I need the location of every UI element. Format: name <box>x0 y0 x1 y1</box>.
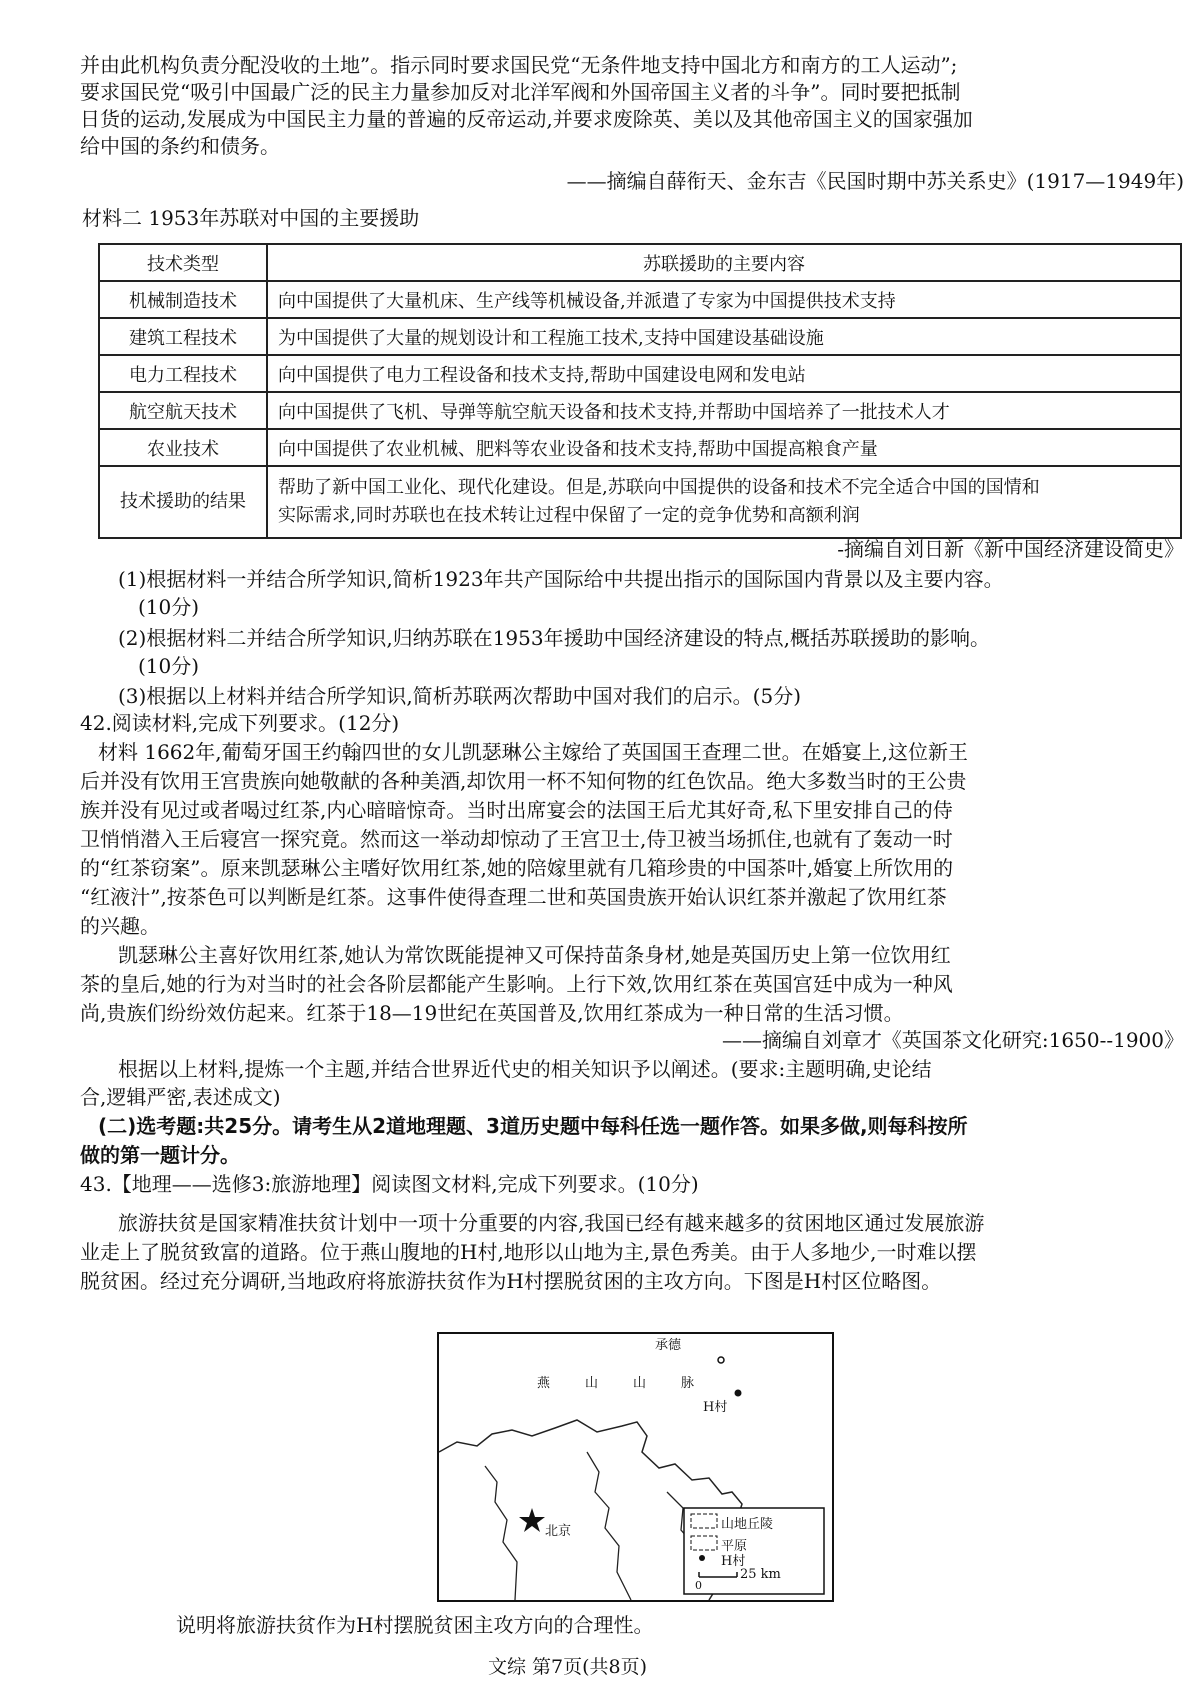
q43-material-line: 旅游扶贫是国家精准扶贫计划中一项十分重要的内容,我国已经有越来越多的贫困地区通过发展旅游 <box>118 1211 985 1235</box>
question-43-title: 43.【地理——选修3:旅游地理】阅读图文材料,完成下列要求。(10分) <box>80 1172 699 1196</box>
table-header-row <box>99 244 1181 281</box>
result-line: 实际需求,同时苏联也在技术转让过程中保留了一定的竞争优势和高额利润 <box>278 505 860 526</box>
aid-table <box>98 243 1182 539</box>
question-42-title: 42.阅读材料,完成下列要求。(12分) <box>80 711 400 735</box>
table-row <box>99 355 1181 392</box>
map-label-beijing: 北京 <box>545 1524 572 1539</box>
map-label-mountain: 脉 <box>681 1376 695 1391</box>
table-cell-type: 技术援助的结果 <box>99 466 267 538</box>
material1-line: 要求国民党“吸引中国最广泛的民主力量参加反对北洋军阀和外国帝国主义者的斗争”。同时要把抵制 <box>80 80 961 104</box>
material2-source: -摘编自刘日新《新中国经济建设简史》 <box>837 537 1184 561</box>
section2-heading: 做的第一题计分。 <box>80 1143 240 1167</box>
q42-material-line: 的兴趣。 <box>80 914 160 938</box>
q42-task-line: 合,逻辑严密,表述成文) <box>80 1085 281 1109</box>
result-line: 帮助了新中国工业化、现代化建设。但是,苏联向中国提供的设备和技术不完全适合中国的国情和 <box>278 477 1040 498</box>
location-map <box>437 1332 834 1602</box>
material1-line: 给中国的条约和债务。 <box>80 134 280 158</box>
map-label-hcun: H村 <box>703 1400 728 1415</box>
page-footer: 文综 第7页(共8页) <box>488 1656 648 1678</box>
question-41-3: (3)根据以上材料并结合所学知识,简析苏联两次帮助中国对我们的启示。(5分) <box>118 684 802 708</box>
q42-material-line: 的“红茶窃案”。原来凯瑟琳公主嗜好饮用红茶,她的陪嫁里就有几箱珍贵的中国茶叶,婚宴上所饮用的 <box>80 856 954 880</box>
q42-material-line: 凯瑟琳公主喜好饮用红茶,她认为常饮既能提神又可保持苗条身材,她是英国历史上第一位饮用红 <box>118 943 951 967</box>
legend-plain: 平原 <box>721 1539 748 1554</box>
q42-material-line: “红液汁”,按茶色可以判断是红茶。这事件使得查理二世和英国贵族开始认识红茶并激起了饮用红茶 <box>80 885 947 909</box>
table-header: 苏联援助的主要内容 <box>267 244 1181 281</box>
q42-material-line: 后并没有饮用王宫贵族向她敬献的各种美酒,却饮用一杯不知何物的红色饮品。绝大多数当时的王公贵 <box>80 769 967 793</box>
table-row <box>99 392 1181 429</box>
table-cell-type: 电力工程技术 <box>99 355 267 392</box>
q42-material-line: 卫悄悄潜入王后寝宫一探究竟。然而这一举动却惊动了王宫卫士,侍卫被当场抓住,也就有了轰动一时 <box>80 827 953 851</box>
table-cell-type: 机械制造技术 <box>99 281 267 318</box>
table-row <box>99 429 1181 466</box>
q42-source: ——摘编自刘章才《英国茶文化研究:1650--1900》 <box>721 1028 1184 1052</box>
table-cell-content: 为中国提供了大量的规划设计和工程施工技术,支持中国建设基础设施 <box>267 318 1181 355</box>
question-score: (10分) <box>138 654 200 678</box>
legend-scale-length: 25 km <box>740 1567 781 1582</box>
material1-line: 日货的运动,发展成为中国民主力量的普遍的反帝运动,并要求废除英、美以及其他帝国主义的国家强加 <box>80 107 973 131</box>
table-row-result <box>99 466 1181 538</box>
q42-material-line: 族并没有见过或者喝过红茶,内心暗暗惊奇。当时出席宴会的法国王后尤其好奇,私下里安排自己的侍 <box>80 798 953 822</box>
table-cell-content: 向中国提供了农业机械、肥料等农业设备和技术支持,帮助中国提高粮食产量 <box>267 429 1181 466</box>
table-cell-type: 航空航天技术 <box>99 392 267 429</box>
table-cell-content <box>267 466 1181 538</box>
map-label-mountain: 燕 <box>537 1376 551 1391</box>
question-score: (10分) <box>138 595 200 619</box>
map-label-chengde: 承德 <box>655 1338 682 1353</box>
question-41-2: (2)根据材料二并结合所学知识,归纳苏联在1953年援助中国经济建设的特点,概括苏联援助的影响。 <box>118 626 990 650</box>
table-cell-type: 农业技术 <box>99 429 267 466</box>
legend-mountain: 山地丘陵 <box>721 1517 774 1532</box>
map-label-mountain: 山 <box>633 1376 647 1391</box>
table-row <box>99 318 1181 355</box>
map-label-mountain: 山 <box>585 1376 599 1391</box>
q43-material-line: 业走上了脱贫致富的道路。位于燕山腹地的H村,地形以山地为主,景色秀美。由于人多地少,一时难以摆 <box>80 1240 977 1264</box>
legend-village: H村 <box>721 1554 746 1569</box>
legend-scale-zero: 0 <box>695 1579 702 1592</box>
q42-material-line: 尚,贵族们纷纷效仿起来。红茶于18—19世纪在英国普及,饮用红茶成为一种日常的生活习惯。 <box>80 1001 904 1025</box>
table-cell-content: 向中国提供了大量机床、生产线等机械设备,并派遣了专家为中国提供技术支持 <box>267 281 1181 318</box>
q42-task-line: 根据以上材料,提炼一个主题,并结合世界近代史的相关知识予以阐述。(要求:主题明确,史论结 <box>118 1057 932 1081</box>
table-header: 技术类型 <box>99 244 267 281</box>
q43-question: 说明将旅游扶贫作为H村摆脱贫困主攻方向的合理性。 <box>176 1613 654 1637</box>
table-cell-type: 建筑工程技术 <box>99 318 267 355</box>
table-row <box>99 281 1181 318</box>
material1-line: 并由此机构负责分配没收的土地”。指示同时要求国民党“无条件地支持中国北方和南方的工人运动”; <box>80 53 958 77</box>
material1-source: ——摘编自薛衔天、金东吉《民国时期中苏关系史》(1917—1949年) <box>566 169 1184 193</box>
q43-material-line: 脱贫困。经过充分调研,当地政府将旅游扶贫作为H村摆脱贫困的主攻方向。下图是H村区位略图。 <box>80 1269 942 1293</box>
q42-material-line: 茶的皇后,她的行为对当时的社会各阶层都能产生影响。上行下效,饮用红茶在英国宫廷中成为一种风 <box>80 972 953 996</box>
material2-title: 材料二 1953年苏联对中国的主要援助 <box>82 206 420 230</box>
q42-material-line: 材料 1662年,葡萄牙国王约翰四世的女儿凯瑟琳公主嫁给了英国国王查理二世。在婚宴上,这位新王 <box>98 740 968 764</box>
table-cell-content: 向中国提供了飞机、导弹等航空航天设备和技术支持,并帮助中国培养了一批技术人才 <box>267 392 1181 429</box>
section2-heading: (二)选考题:共25分。请考生从2道地理题、3道历史题中每科任选一题作答。如果多做,则每科按所 <box>98 1114 968 1138</box>
question-41-1: (1)根据材料一并结合所学知识,简析1923年共产国际给中共提出指示的国际国内背景以及主要内容。 <box>118 567 1004 591</box>
table-cell-content: 向中国提供了电力工程设备和技术支持,帮助中国建设电网和发电站 <box>267 355 1181 392</box>
